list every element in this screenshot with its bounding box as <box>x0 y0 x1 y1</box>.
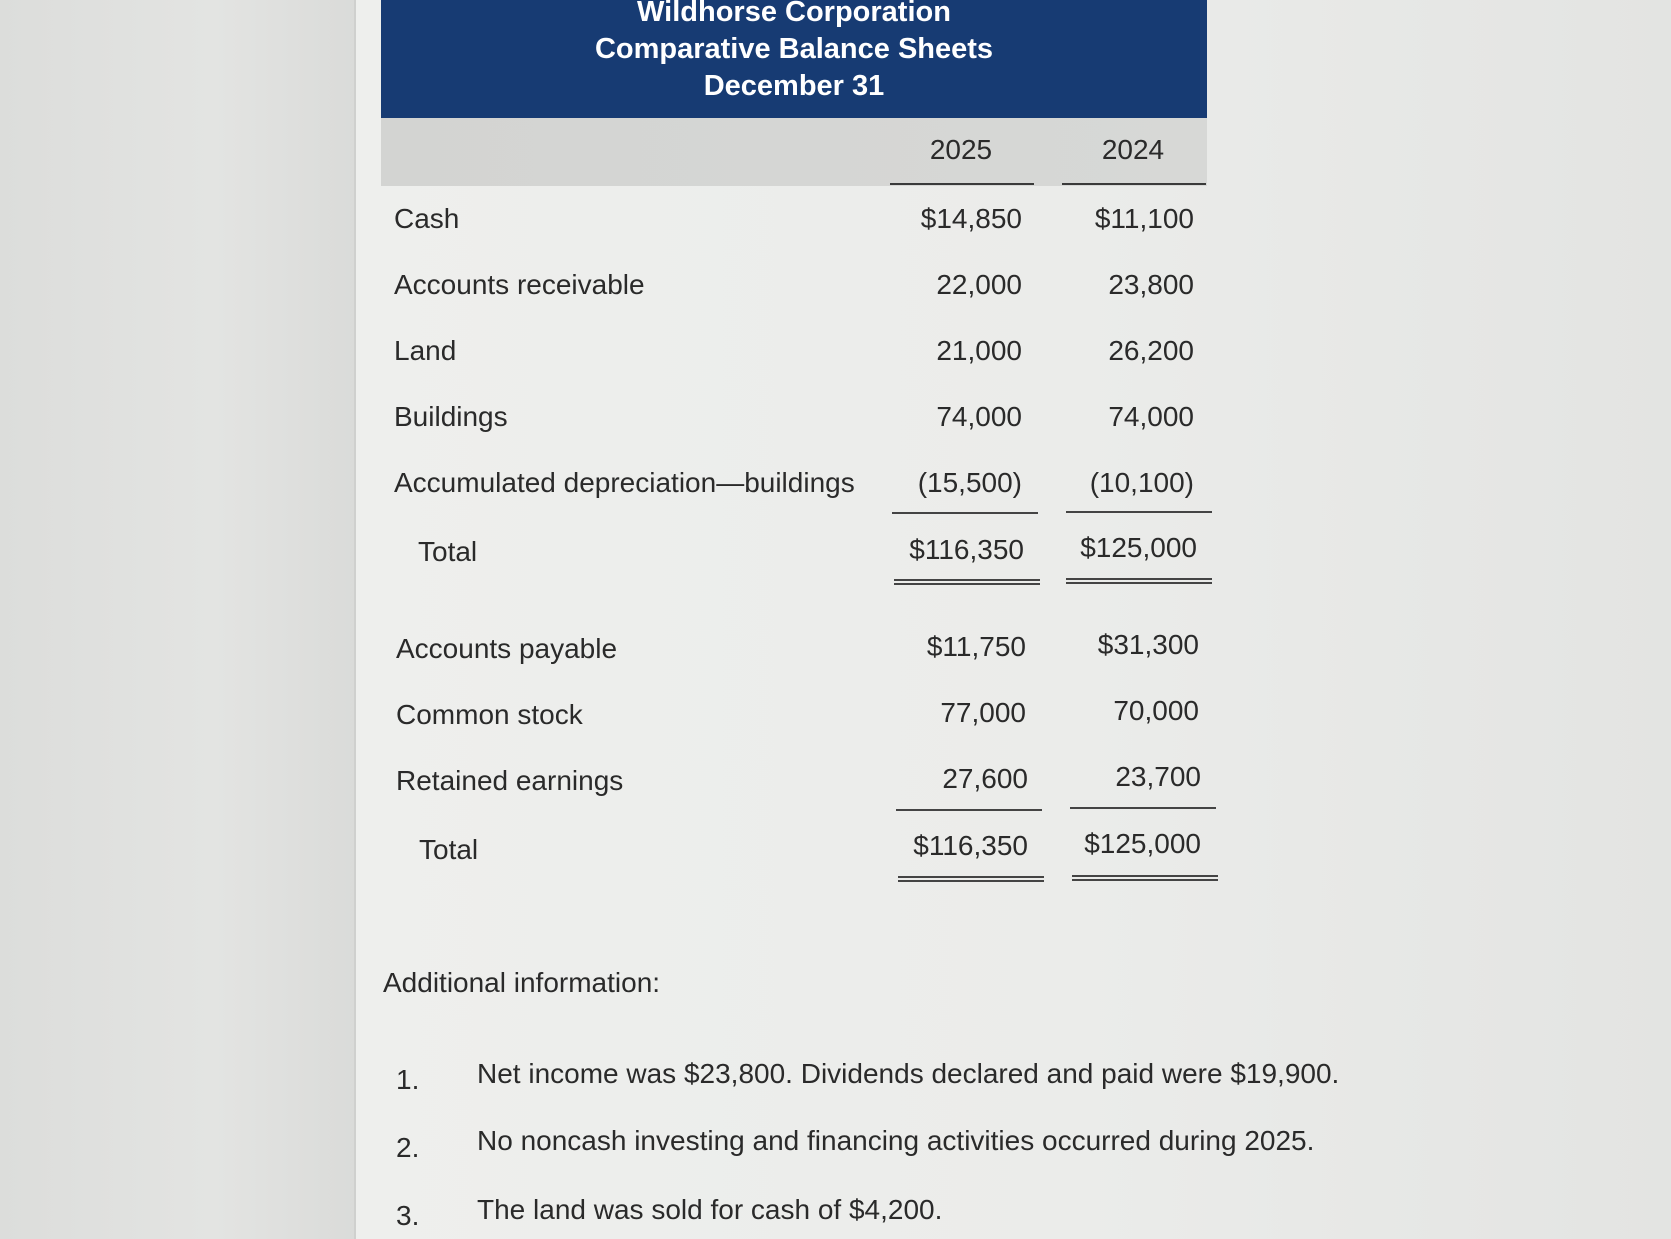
row-label-buildings: Buildings <box>394 401 508 432</box>
cell-land-2024: 26,200 <box>1108 335 1194 366</box>
background-left <box>0 0 356 1239</box>
row-label-retained-earnings: Retained earnings <box>396 765 624 796</box>
row-label-liabilities-total: Total <box>419 834 479 865</box>
cell-re-2025: 27,600 <box>942 763 1028 794</box>
subtotal-rule-2024 <box>1066 511 1212 513</box>
cell-assets-total-2024: $125,000 <box>1080 532 1197 563</box>
cell-ap-2024: $31,300 <box>1097 629 1199 660</box>
note-number-1: 1. <box>396 1064 420 1095</box>
cell-cs-2024: 70,000 <box>1113 695 1199 726</box>
note-number-3: 3. <box>396 1200 420 1231</box>
statement-header <box>381 0 1207 118</box>
cell-buildings-2025: 74,000 <box>936 401 1022 432</box>
cell-liab-total-2025: $116,350 <box>913 830 1028 861</box>
cell-cash-2025: $14,850 <box>920 203 1022 234</box>
note-number-2: 2. <box>396 1132 420 1163</box>
subtotal-rule-liab-2025 <box>896 809 1042 811</box>
company-name: Wildhorse Corporation <box>637 0 951 28</box>
statement-title: Comparative Balance Sheets <box>594 33 994 65</box>
cell-buildings-2024: 74,000 <box>1108 401 1194 432</box>
row-label-land: Land <box>394 335 457 366</box>
cell-ap-2025: $11,750 <box>926 631 1026 662</box>
cell-ar-2024: 23,800 <box>1108 269 1194 300</box>
subtotal-rule-liab-2024 <box>1070 807 1216 809</box>
subtotal-rule-2025 <box>892 512 1038 514</box>
column-header-2024: 2024 <box>1101 134 1165 165</box>
cell-ar-2025: 22,000 <box>936 269 1022 300</box>
cell-accum-dep-2024: (10,100) <box>1089 467 1194 498</box>
additional-info-heading: Additional information: <box>383 967 661 998</box>
note-text-3: The land was sold for cash of $4,200. <box>477 1194 943 1225</box>
cell-assets-total-2025: $116,350 <box>909 534 1024 565</box>
cell-cash-2024: $11,100 <box>1094 203 1194 234</box>
row-label-accumulated-depreciation: Accumulated depreciation—buildings <box>394 467 855 498</box>
cell-re-2024: 23,700 <box>1115 761 1201 792</box>
note-text-2: No noncash investing and financing activities occurred during 2025. <box>477 1125 1315 1156</box>
cell-cs-2025: 77,000 <box>940 697 1026 728</box>
cell-liab-total-2024: $125,000 <box>1084 828 1201 859</box>
row-label-accounts-payable: Accounts payable <box>396 633 618 664</box>
column-rule-2025 <box>890 183 1034 185</box>
row-label-assets-total: Total <box>418 536 478 567</box>
total-double-rule-2024 <box>1066 578 1212 584</box>
total-double-rule-liab-2024 <box>1072 875 1218 881</box>
cell-land-2025: 21,000 <box>936 335 1022 366</box>
total-double-rule-liab-2025 <box>898 876 1044 882</box>
note-text-1: Net income was $23,800. Dividends declared and paid were $19,900. <box>477 1058 1340 1089</box>
row-label-accounts-receivable: Accounts receivable <box>394 269 645 300</box>
row-label-common-stock: Common stock <box>396 699 583 730</box>
cell-accum-dep-2025: (15,500) <box>917 467 1022 498</box>
column-rule-2024 <box>1062 183 1206 185</box>
total-double-rule-2025 <box>894 579 1040 585</box>
statement-date: December 31 <box>703 70 885 102</box>
column-header-2025: 2025 <box>929 134 993 165</box>
row-label-cash: Cash <box>394 203 460 234</box>
